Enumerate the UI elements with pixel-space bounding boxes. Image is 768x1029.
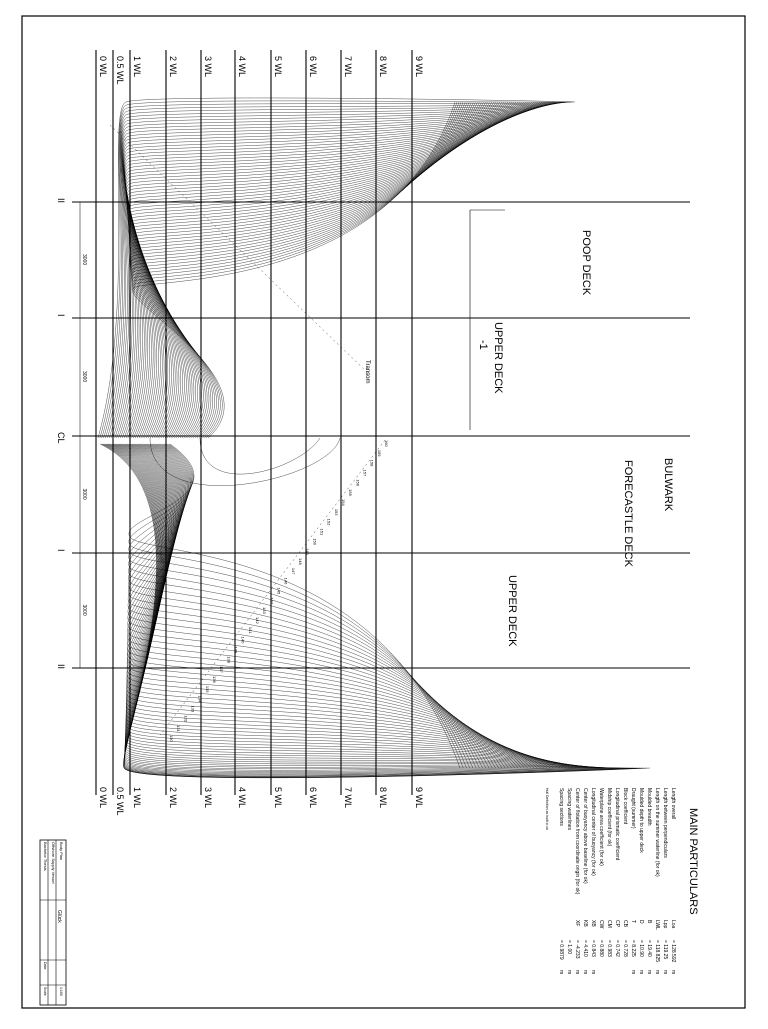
title-scale-label: Scale <box>43 987 47 996</box>
buttock-spacing: 3000 <box>81 488 87 500</box>
reference-grid <box>72 50 690 795</box>
aft-section-line <box>132 102 463 438</box>
particular-unit: m <box>630 970 636 975</box>
station-number: 149 <box>305 548 311 555</box>
particular-label: Center of flotation from coordinate origin (for ok) <box>574 788 580 895</box>
particular-value: = 128.592 <box>670 940 676 963</box>
buttock-label: CL <box>56 432 66 444</box>
fwd-section-line <box>119 444 598 768</box>
upper-deck-aft-sub-label: -1 <box>477 340 489 350</box>
aft-section-line <box>127 102 516 438</box>
aft-section-line <box>127 102 510 438</box>
station-number: 134 <box>197 695 203 703</box>
station-number: 147 <box>290 567 296 575</box>
title-date-label: Date <box>43 962 47 970</box>
station-number: 159 <box>376 449 382 457</box>
aft-section-line <box>120 102 550 438</box>
particular-label: Draught (summer) <box>630 788 636 829</box>
waterline-label-bottom: 8 WL <box>378 787 388 809</box>
aft-section-line <box>132 102 455 438</box>
fwd-section-line <box>126 444 560 768</box>
particular-symbol: CW <box>598 920 604 929</box>
station-number: 160 <box>384 440 389 447</box>
station-number: 154 <box>341 499 346 506</box>
particular-symbol: T <box>630 920 636 924</box>
particular-symbol: KB <box>582 920 588 927</box>
fwd-section-line <box>126 444 550 768</box>
title-vessel: Offshore Supply Vessel <box>51 842 56 884</box>
particulars-note: Hull Definition as built in ok <box>545 788 549 831</box>
fwd-section-line <box>104 444 641 777</box>
aft-section-line <box>130 102 486 438</box>
aft-section-line <box>132 102 466 438</box>
station-number: 157 <box>362 469 368 477</box>
buttock-spacing: 3000 <box>81 604 87 616</box>
particular-label: Center of buoyancy above baseline (for ok) <box>582 788 588 884</box>
waterline-label-bottom: 0 WL <box>98 787 108 809</box>
particular-label: Moulded depth to upper deck <box>638 788 644 853</box>
aft-section-line <box>131 102 471 438</box>
particular-label: Waterplane area coefficient (for ok) <box>598 788 604 866</box>
waterline-label-bottom: 5 WL <box>273 787 283 809</box>
particular-value: = 4.410 <box>582 940 588 957</box>
particular-symbol: Lpp <box>662 920 668 929</box>
station-number: 137 <box>219 666 225 673</box>
fwd-section-line <box>108 444 627 775</box>
particular-value: = 0.728 <box>622 940 628 957</box>
aft-section-line <box>126 102 529 438</box>
particular-value: = 10.90 <box>638 940 644 957</box>
particular-label: Length overall <box>670 788 676 820</box>
upper-deck-fwd-label: UPPER DECK <box>506 575 518 647</box>
fwd-section-line <box>129 444 460 768</box>
fwd-section-line <box>126 444 566 768</box>
station-number: 152 <box>326 518 332 526</box>
station-number: 133 <box>190 705 196 713</box>
station-number: 145 <box>276 587 282 595</box>
aft-section-line <box>119 102 553 438</box>
waterline-label-top: 5 WL <box>273 56 283 78</box>
particular-value: = 0.983 <box>606 940 612 957</box>
fwd-section-line <box>107 444 631 776</box>
particular-value: = 119.25 <box>662 940 668 960</box>
transom-label: Transom <box>364 360 370 384</box>
upper-deck-aft-label: UPPER DECK <box>492 322 504 394</box>
waterline-label-bottom: 4 WL <box>237 787 247 809</box>
waterline-label-bottom: 9 WL <box>414 787 424 809</box>
main-particulars-table <box>545 788 699 974</box>
poop-deck-label: POOP DECK <box>580 230 592 296</box>
fwd-section-line <box>100 444 650 778</box>
particular-symbol: D <box>638 920 644 924</box>
waterline-label-top: 1 WL <box>132 56 142 78</box>
buttock-label: II <box>56 198 66 204</box>
waterline-label-bottom: 3 WL <box>203 787 213 809</box>
buttock-label: II <box>56 664 66 670</box>
particular-unit: m <box>590 970 596 975</box>
particular-label: Length on the summer waterline (for ok) <box>654 788 660 877</box>
particulars-title: MAIN PARTICULARS <box>687 808 699 915</box>
aft-section-line <box>124 102 545 438</box>
station-number: 136 <box>212 676 217 683</box>
fwd-section-line <box>129 444 467 768</box>
aft-section-line <box>128 102 508 438</box>
particular-symbol: CM <box>606 920 612 928</box>
fwd-section-line <box>126 444 553 768</box>
fwd-section-line <box>102 444 643 778</box>
station-number: 132 <box>183 715 189 723</box>
fwd-section-line <box>117 444 605 768</box>
station-number: 158 <box>369 459 375 467</box>
aft-section-line <box>130 102 488 438</box>
station-number: 131 <box>176 725 182 732</box>
particular-value: = -4.233 <box>574 940 580 959</box>
waterline-label-top: 8 WL <box>378 56 388 78</box>
aft-section-line <box>129 102 489 438</box>
waterline-label-bottom: 1 WL <box>132 787 142 809</box>
aft-section-line <box>124 102 543 438</box>
particular-value: = 0.880 <box>598 940 604 957</box>
aft-section-line <box>129 102 498 438</box>
fwd-section-line <box>128 444 486 768</box>
buttock-label: I <box>56 549 66 552</box>
particular-label: Longitudinal prismatic coefficient <box>614 788 620 861</box>
aft-section-line <box>124 102 540 438</box>
aft-section-line <box>131 102 467 438</box>
buttock-spacing: 3000 <box>81 254 87 266</box>
waterline-label-top: 7 WL <box>343 56 353 78</box>
buttock-label: I <box>56 314 66 317</box>
waterline-label-bottom: 2 WL <box>168 787 178 809</box>
fwd-section-line <box>128 444 492 768</box>
particular-unit: m <box>662 970 668 975</box>
title-signature: Glück <box>56 910 62 923</box>
waterline-label-top: 0.5 WL <box>115 56 125 85</box>
particular-value: = 8.225 <box>630 940 636 957</box>
fwd-station-diagonal <box>160 440 385 735</box>
title-project: Bachelor Thesis <box>43 842 48 871</box>
aft-section-line <box>132 102 459 438</box>
aft-section-line <box>131 102 476 438</box>
particular-value: = 0.9879 <box>558 940 564 960</box>
station-number: 156 <box>355 479 361 487</box>
particular-symbol: XB <box>590 920 596 927</box>
particular-unit: m <box>574 970 580 975</box>
aft-section-line <box>125 102 530 438</box>
particular-value: = 0.843 <box>590 940 596 957</box>
particular-label: Length between perpendiculars <box>662 788 668 858</box>
particular-symbol: Loa <box>670 920 676 929</box>
station-number: 155 <box>348 489 354 496</box>
aft-section-line <box>131 102 473 438</box>
station-number: 130 <box>169 735 174 742</box>
fwd-section-line <box>128 444 479 768</box>
forecastle-deck-label: FORECASTLE DECK <box>622 460 634 567</box>
fwd-section-line <box>120 444 595 768</box>
title-scale: 1:100 <box>59 987 63 996</box>
particular-symbol: CP <box>614 920 620 927</box>
fwd-section-line <box>118 444 602 768</box>
particular-value: = 0.742 <box>614 940 620 957</box>
hull-section-lines <box>98 98 650 778</box>
waterline-label-top: 9 WL <box>414 56 424 78</box>
fwd-section-line <box>126 444 570 768</box>
particular-label: Moulded breadth <box>646 788 652 826</box>
station-number: 135 <box>204 685 210 693</box>
particular-unit: m <box>646 970 652 975</box>
particular-value: = 118.825 <box>654 940 660 963</box>
waterline-label-top: 0 WL <box>98 56 108 78</box>
station-number: 142 <box>255 617 260 624</box>
bulb-line <box>200 438 320 474</box>
waterline-label-bottom: 7 WL <box>343 787 353 809</box>
aft-section-line <box>115 102 557 438</box>
station-number: 151 <box>319 528 325 536</box>
particular-label: Block coefficient <box>622 788 628 825</box>
waterline-label-top: 6 WL <box>308 56 318 78</box>
station-number: 153 <box>333 508 339 516</box>
particular-symbol: CB <box>622 920 628 927</box>
bulwark-label: BULWARK <box>662 458 674 512</box>
station-number: 140 <box>240 636 246 644</box>
station-number: 146 <box>283 577 289 585</box>
fwd-section-line <box>129 444 473 768</box>
station-number: 141 <box>247 626 253 634</box>
aft-section-line <box>132 102 457 438</box>
particular-unit: m <box>558 970 564 975</box>
particular-value: = 1.00 <box>566 940 572 955</box>
aft-section-line <box>127 102 514 438</box>
buttock-spacing: 3000 <box>81 371 87 383</box>
particular-symbol: B <box>646 920 652 924</box>
title-drawing: Body Plan <box>59 842 64 861</box>
particular-unit: m <box>654 970 660 975</box>
particular-label: Spacing waterlines <box>566 788 572 830</box>
fwd-section-line <box>115 444 608 768</box>
fwd-section-line <box>126 444 563 768</box>
station-number: 138 <box>226 656 232 664</box>
particular-unit: m <box>566 970 572 975</box>
fwd-section-line <box>129 444 463 768</box>
station-number: 148 <box>298 558 303 565</box>
station-number: 143 <box>262 607 268 614</box>
particular-value: = 19.40 <box>646 940 652 957</box>
aft-section-line <box>113 102 559 438</box>
aft-section-line <box>123 102 546 438</box>
particular-label: Spacing sections <box>558 788 564 826</box>
fwd-section-line <box>126 444 546 768</box>
waterline-label-top: 4 WL <box>237 56 247 78</box>
particular-unit: m <box>670 970 676 975</box>
station-number: 139 <box>233 646 239 654</box>
aft-section-line <box>129 102 494 438</box>
waterline-label-top: 3 WL <box>203 56 213 78</box>
particular-unit: m <box>582 970 588 975</box>
fwd-section-line <box>121 444 592 768</box>
particular-unit: m <box>638 970 644 975</box>
title-block <box>40 840 66 1005</box>
particular-symbol: LWL <box>654 920 660 930</box>
waterline-label-bottom: 6 WL <box>308 787 318 809</box>
particular-label: Longitudinal center of buoyancy (for ok) <box>590 788 596 876</box>
particular-symbol: XF <box>574 920 580 927</box>
particular-label: Midship coefficient (for ok) <box>606 788 612 847</box>
waterline-label-bottom: 0.5 WL <box>115 787 125 816</box>
waterline-label-top: 2 WL <box>168 56 178 78</box>
station-number: 144 <box>269 597 275 605</box>
station-number: 150 <box>312 538 318 546</box>
aft-section-line <box>127 102 512 438</box>
